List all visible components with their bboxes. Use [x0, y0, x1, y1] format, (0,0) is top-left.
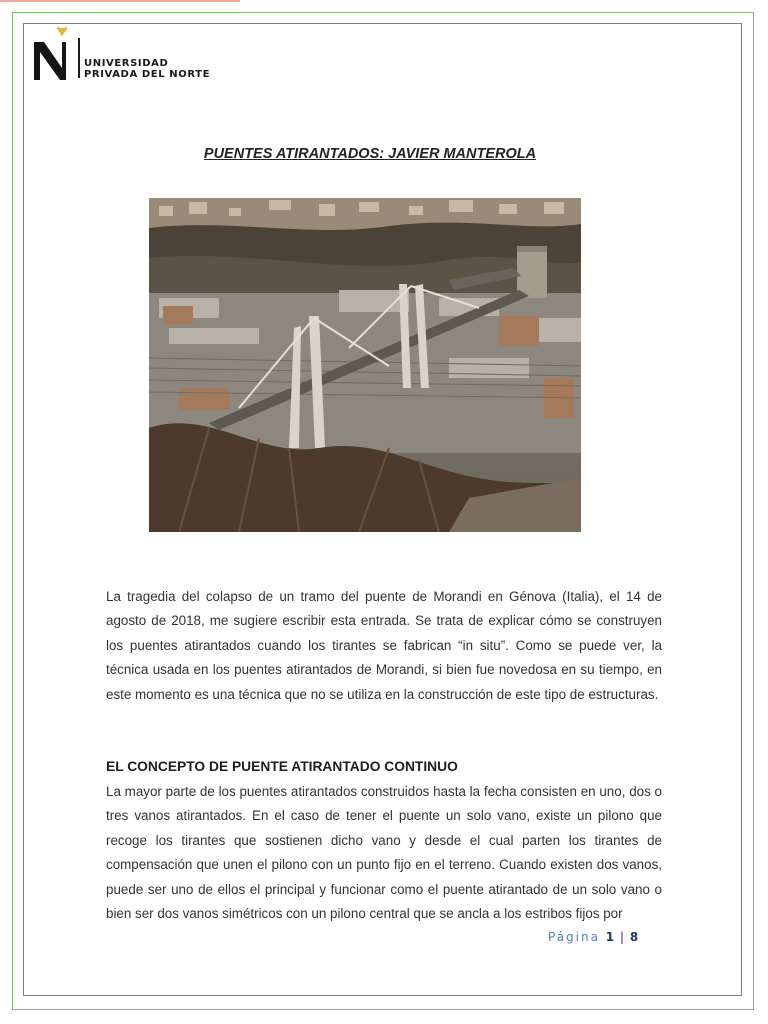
- university-logo: [32, 26, 232, 84]
- section-heading: EL CONCEPTO DE PUENTE ATIRANTADO CONTINUO: [106, 759, 458, 774]
- current-page-number: 1: [605, 930, 615, 944]
- logo-line-2: PRIVADA DEL NORTE: [84, 69, 211, 80]
- logo-text: [84, 58, 210, 80]
- page-footer: [548, 930, 638, 944]
- top-accent-line: [0, 0, 240, 2]
- document-title: PUENTES ATIRANTADOS: JAVIER MANTEROLA: [203, 146, 537, 162]
- logo-line-1: UNIVERSIDAD: [84, 58, 169, 69]
- intro-paragraph: La tragedia del colapso de un tramo del puente de Morandi en Génova (Italia), el 14 de agosto de 2018, me sugiere escribir esta entrada. Se trata de explicar cómo se construyen los puentes atirantados cuando los tirantes se fabrican “in situ”. Como se puede ver, la técnica usada en los puentes atirantados de Morandi, si bien fue novedosa en su tiempo, en este momento es una técnica que no se utiliza en la construcción de este tipo de estructuras.: [106, 589, 662, 702]
- logo-divider: [78, 38, 80, 78]
- bridge-photo: [149, 198, 581, 532]
- logo-n-icon: [32, 26, 76, 82]
- page-separator: |: [619, 930, 625, 944]
- page-label: Página: [548, 930, 600, 944]
- concept-paragraph: La mayor parte de los puentes atirantados construidos hasta la fecha consisten en uno, dos o tres vanos atirantados. En el caso de tener el puente un solo vano, existe un pilono que recoge los tirantes que sostienen dicho vano y desde el cual parten los tirantes de compensación que unen el pilono con un punto fijo en el terreno. Cuando existen dos vanos, puede ser uno de ellos el principal y funcionar como el puente atirantado de un solo vano o bien ser dos vanos simétricos con un pilono central que se ancla a los estribos fijos por: [106, 784, 662, 922]
- total-pages-number: 8: [629, 930, 639, 944]
